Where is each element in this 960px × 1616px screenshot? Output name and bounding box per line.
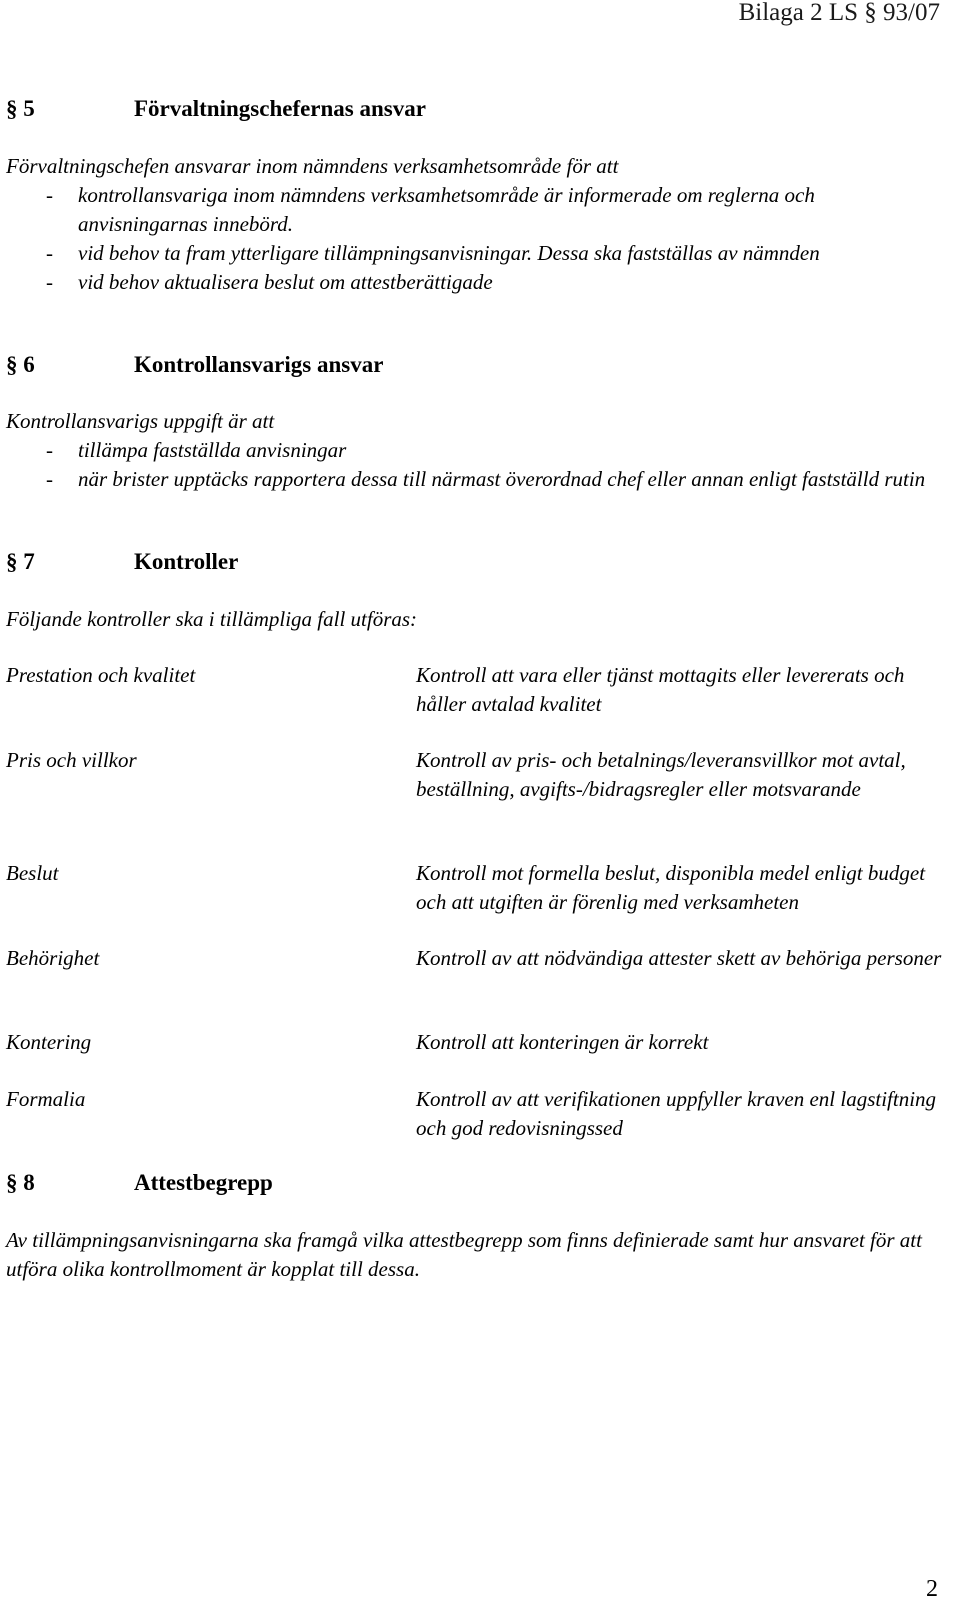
section-8 — [6, 1170, 273, 1196]
section-7-title: Kontroller — [134, 549, 239, 574]
section-6-body — [6, 407, 936, 494]
section-5-body — [6, 152, 926, 297]
section-6-list — [6, 436, 936, 494]
list-item: - när brister upptäcks rapportera dessa till närmast överordnad chef eller annan enligt fastställd rutin — [46, 467, 926, 491]
section-8-heading — [6, 1170, 273, 1196]
control-description: Kontroll av att nödvändiga attester skett av behöriga personer — [416, 946, 942, 970]
section-6-heading — [6, 352, 383, 378]
section-8-body — [6, 1226, 941, 1284]
section-7-body — [6, 605, 926, 634]
control-name: Formalia — [6, 1087, 86, 1111]
section-5 — [6, 96, 426, 122]
section-7-intro: Följande kontroller ska i tillämpliga fall utföras: — [6, 607, 418, 631]
section-7-heading — [6, 549, 238, 575]
control-name: Kontering — [6, 1030, 92, 1054]
section-6 — [6, 352, 383, 378]
control-description: Kontroll av att verifikationen uppfyller kraven enl lagstiftning och god redovisningssed — [416, 1087, 937, 1140]
section-7 — [6, 549, 238, 575]
control-description: Kontroll mot formella beslut, disponibla medel enligt budget och att utgiften är förenlig med verksamheten — [416, 861, 926, 914]
list-item: - kontrollansvariga inom nämndens verksamhetsområde är informerade om reglerna och anvisningarnas innebörd. — [46, 183, 815, 236]
control-name: Beslut — [6, 861, 59, 885]
control-description: Kontroll att vara eller tjänst mottagits eller levererats och håller avtalad kvalitet — [416, 663, 905, 716]
page-number: 2 — [926, 1576, 938, 1602]
section-6-title: Kontrollansvarigs ansvar — [134, 352, 384, 377]
list-item: - vid behov ta fram ytterligare tillämpningsanvisningar. Dessa ska fastställas av nämnden — [46, 241, 820, 265]
control-name: Pris och villkor — [6, 748, 137, 772]
list-item: - vid behov aktualisera beslut om attestberättigade — [46, 270, 493, 294]
section-5-heading — [6, 96, 426, 122]
section-8-intro: Av tillämpningsanvisningarna ska framgå vilka attestbegrepp som finns definierade samt hur ansvaret för att utföra olika kontrollmoment är kopplat till dessa. — [6, 1228, 922, 1281]
section-8-number: § 8 — [6, 1170, 35, 1195]
section-8-title: Attestbegrepp — [134, 1170, 273, 1195]
section-5-intro: Förvaltningschefen ansvarar inom nämndens verksamhetsområde för att — [6, 154, 619, 178]
control-description: Kontroll av pris- och betalnings/leveransvillkor mot avtal, beställning, avgifts-/bidragsregler eller motsvarande — [416, 748, 906, 801]
control-name: Behörighet — [6, 946, 100, 970]
section-5-number: § 5 — [6, 96, 35, 121]
section-6-intro: Kontrollansvarigs uppgift är att — [6, 409, 275, 433]
section-7-number: § 7 — [6, 549, 35, 574]
section-6-number: § 6 — [6, 352, 35, 377]
list-item: - tillämpa fastställda anvisningar — [46, 438, 347, 462]
control-name: Prestation och kvalitet — [6, 663, 196, 687]
section-5-list — [6, 181, 926, 297]
page-header: Bilaga 2 LS § 93/07 — [738, 0, 940, 26]
control-description: Kontroll att konteringen är korrekt — [416, 1030, 709, 1054]
section-5-title: Förvaltningschefernas ansvar — [134, 96, 426, 121]
